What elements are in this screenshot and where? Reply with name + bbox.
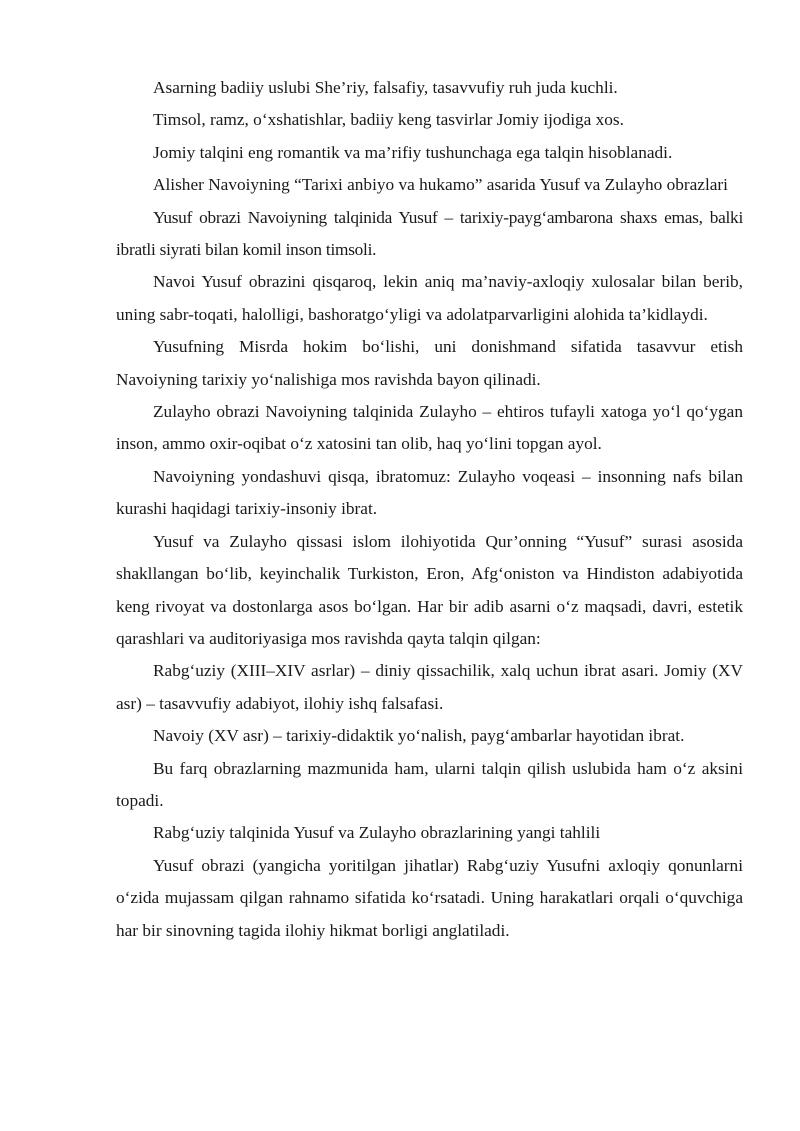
paragraph-story-origin: Yusuf va Zulayho qissasi islom ilohiyotida Qur’onning “Yusuf” surasi asosida shakllangan bo‘lib, keyinchalik Turkiston, Eron, Afg‘oniston va Hindiston adabiyotida keng rivoyat va dostonlarga asos bo‘lgan. Har bir adib asarni o‘z maqsadi, davri, estetik qarashlari va auditoriyasiga mos ravishda qayta talqin qilgan: bbox=[116, 531, 743, 648]
paragraph-jomiy-interpretation: Jomiy talqini eng romantik va ma’rifiy tushunchaga ega talqin hisoblanadi. bbox=[153, 142, 673, 162]
paragraph-artistic-style: Asarning badiiy uslubi She’riy, falsafiy, tasavvufiy ruh juda kuchli. bbox=[153, 78, 618, 97]
paragraph-navoiy-zulayho: Zulayho obrazi Navoiyning talqinida Zulayho – ehtiros tufayli xatoga yo‘l qo‘ygan inson, ammo oxir-oqibat o‘z xatosini tan olib, haq yo‘lini topgan ayol. bbox=[116, 402, 743, 454]
paragraph-difference: Bu farq obrazlarning mazmunida ham, ularni talqin qilish uslubida ham o‘z aksini topadi. bbox=[116, 758, 743, 810]
paragraph-symbols: Timsol, ramz, o‘xshatishlar, badiiy keng tasvirlar Jomiy ijodiga xos. bbox=[153, 110, 624, 130]
section-heading-rabguziy: Rabg‘uziy talqinida Yusuf va Zulayho obrazlarining yangi tahlili bbox=[153, 823, 601, 843]
paragraph-misr-ruler: Yusufning Misrda hokim bo‘lishi, uni donishmand sifatida tasavvur etish Navoiyning tarixiy yo‘nalishiga mos ravishda bayon qilinadi. bbox=[116, 337, 743, 389]
paragraph-rabguziy-yusuf: Yusuf obrazi (yangicha yoritilgan jihatlar) Rabg‘uziy Yusufni axloqiy qonunlarni o‘zida mujassam qilgan rahnamo sifatida ko‘rsatadi. Uning harakatlari orqali o‘quvchiga har bir sinovning tagida ilohiy hikmat borligi anglatiladi. bbox=[116, 855, 743, 940]
paragraph-navoiy-century: Navoiy (XV asr) – tarixiy-didaktik yo‘nalish, payg‘ambarlar hayotidan ibrat. bbox=[153, 726, 685, 746]
document-body bbox=[116, 72, 743, 947]
paragraph-navoiy-approach: Navoiyning yondashuvi qisqa, ibratomuz: Zulayho voqeasi – insonning nafs bilan kurashi haqidagi tarixiy-insoniy ibrat. bbox=[116, 466, 743, 519]
paragraph-rabguziy-jomiy: Rabg‘uziy (XIII–XIV asrlar) – diniy qissachilik, xalq uchun ibrat asari. Jomiy (XV asr) – tasavvufiy adabiyot, ilohiy ishq falsafasi. bbox=[116, 661, 743, 713]
paragraph-navoiy-brief: Navoi Yusuf obrazini qisqaroq, lekin aniq ma’naviy-axloqiy xulosalar bilan berib, uning sabr-toqati, halolligi, bashoratgo‘yligi va adolatparvarligini alohida ta’kidlaydi. bbox=[116, 272, 743, 324]
section-heading-navoiy: Alisher Navoiyning “Tarixi anbiyo va hukamo” asarida Yusuf va Zulayho obrazlari bbox=[153, 175, 728, 195]
paragraph-navoiy-yusuf: Yusuf obrazi Navoiyning talqinida Yusuf – tarixiy-payg‘ambarona shaxs emas, balki ibratli siyrati bilan komil inson timsoli. bbox=[116, 207, 743, 260]
